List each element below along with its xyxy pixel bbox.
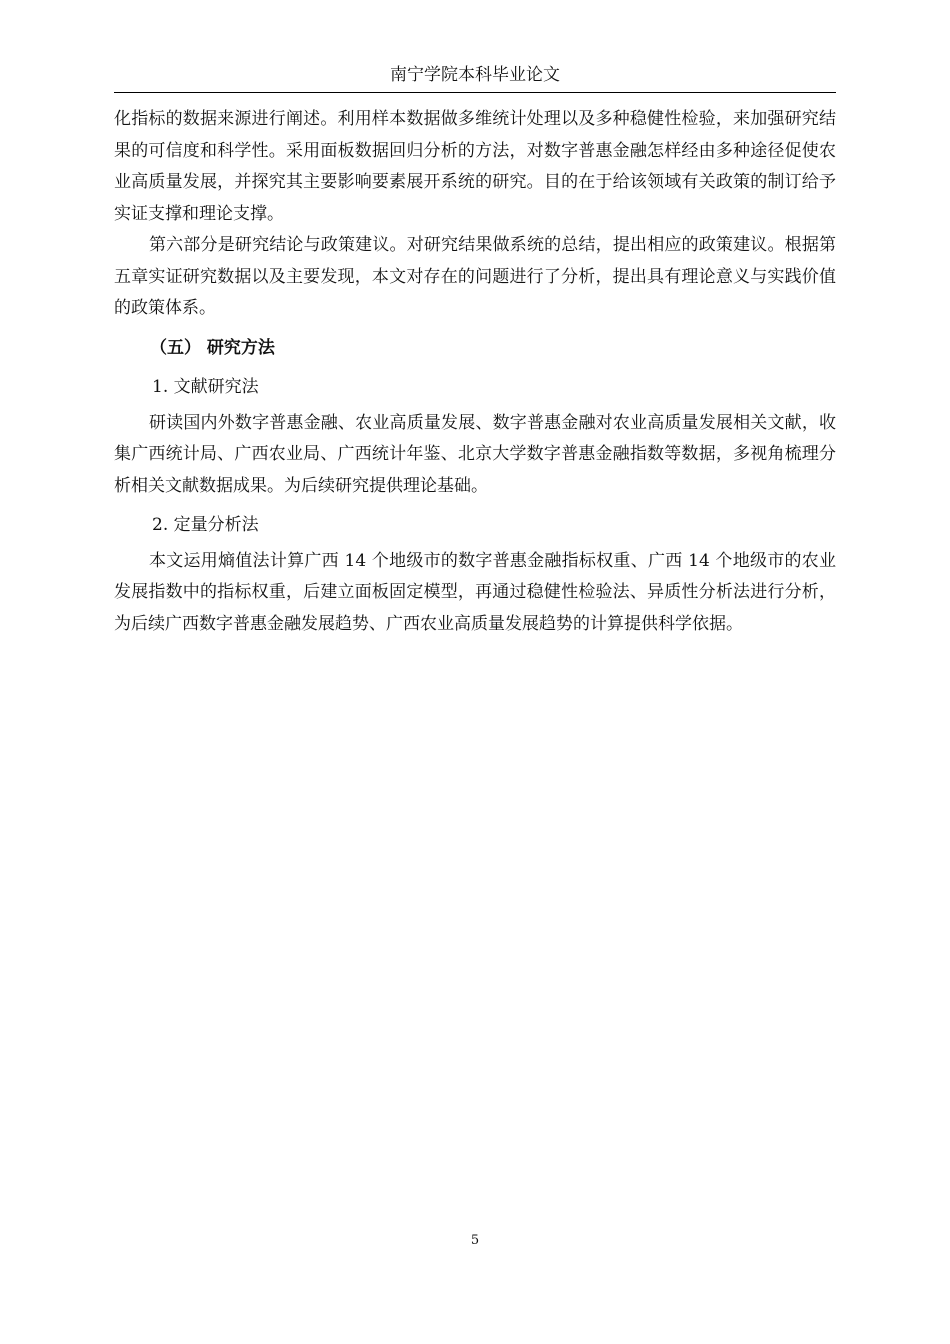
subheading-literature-research: 1. 文献研究法	[152, 377, 259, 397]
paragraph-quantitative-analysis: 本文运用熵值法计算广西 14 个地级市的数字普惠金融指标权重、广西 14 个地级市的农业发展指数中的指标权重，后建立面板固定模型，再通过稳健性检验法、异质性分析法进行分析，为后续广西数字普惠金融发展趋势、广西农业高质量发展趋势的计算提供科学依据。	[114, 550, 836, 634]
section-heading-research-methods: （五） 研究方法	[150, 337, 275, 358]
subheading-quantitative-analysis: 2. 定量分析法	[152, 515, 259, 535]
paragraph-literature-research: 研读国内外数字普惠金融、农业高质量发展、数字普惠金融对农业高质量发展相关文献，收集广西统计局、广西农业局、广西统计年鉴、北京大学数字普惠金融指数等数据，多视角梳理分析相关文献数据成果。为后续研究提供理论基础。	[114, 412, 836, 496]
page-header	[114, 62, 836, 93]
paragraph-continuation: 化指标的数据来源进行阐述。利用样本数据做多维统计处理以及多种稳健性检验，来加强研究结果的可信度和科学性。采用面板数据回归分析的方法，对数字普惠金融怎样经由多种途径促使农业高质量发展，并探究其主要影响要素展开系统的研究。目的在于给该领域有关政策的制订给予实证支撑和理论支撑。	[114, 109, 836, 224]
header-title: 南宁学院本科毕业论文	[390, 65, 560, 85]
page-number: 5	[470, 1233, 480, 1248]
page-body	[114, 104, 836, 640]
paragraph-part-six: 第六部分是研究结论与政策建议。对研究结果做系统的总结，提出相应的政策建议。根据第五章实证研究数据以及主要发现，本文对存在的问题进行了分析，提出具有理论意义与实践价值的政策体系。	[114, 235, 836, 318]
